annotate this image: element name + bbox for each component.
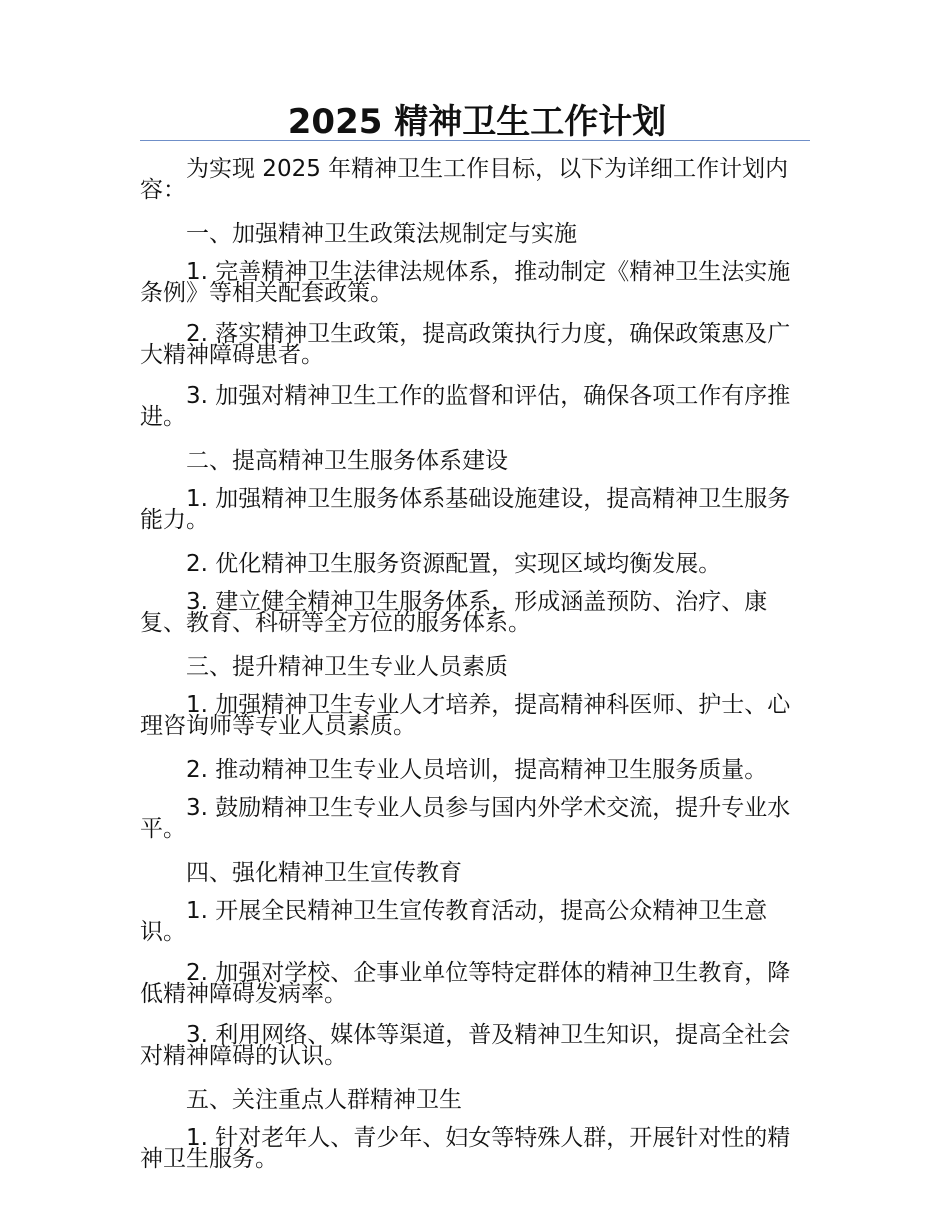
section-1-item-1: 1. 完善精神卫生法律法规体系，推动制定《精神卫生法实施条例》等相关配套政策。 [140, 259, 791, 306]
section-4-item-2: 2. 加强对学校、企事业单位等特定群体的精神卫生教育，降低精神障碍发病率。 [140, 960, 791, 1007]
section-1-item-2: 2. 落实精神卫生政策，提高政策执行力度，确保政策惠及广大精神障碍患者。 [140, 321, 791, 368]
intro-paragraph: 为实现 2025 年精神卫生工作目标，以下为详细工作计划内容： [140, 156, 789, 203]
section-1-item-3: 3. 加强对精神卫生工作的监督和评估，确保各项工作有序推进。 [140, 383, 791, 430]
section-3-item-2: 2. 推动精神卫生专业人员培训，提高精神卫生服务质量。 [186, 757, 768, 783]
section-2-item-3: 3. 建立健全精神卫生服务体系，形成涵盖预防、治疗、康复、教育、科研等全方位的服务体系。 [140, 589, 768, 636]
section-3-item-3: 3. 鼓励精神卫生专业人员参与国内外学术交流，提升专业水平。 [140, 795, 791, 842]
document-title: 2025 精神卫生工作计划 [287, 102, 667, 142]
section-heading-1: 一、加强精神卫生政策法规制定与实施 [186, 221, 577, 247]
section-4-item-3: 3. 利用网络、媒体等渠道，普及精神卫生知识，提高全社会对精神障碍的认识。 [140, 1022, 791, 1069]
section-heading-2: 二、提高精神卫生服务体系建设 [186, 448, 508, 474]
section-5-item-1: 1. 针对老年人、青少年、妇女等特殊人群，开展针对性的精神卫生服务。 [140, 1125, 791, 1172]
document-page [140, 100, 810, 1190]
section-2-item-1: 1. 加强精神卫生服务体系基础设施建设，提高精神卫生服务能力。 [140, 486, 791, 533]
document-body [140, 156, 810, 1172]
section-heading-4: 四、强化精神卫生宣传教育 [186, 860, 462, 886]
section-heading-5: 五、关注重点人群精神卫生 [186, 1087, 462, 1113]
section-4-item-1: 1. 开展全民精神卫生宣传教育活动，提高公众精神卫生意识。 [140, 898, 768, 945]
section-2-item-2: 2. 优化精神卫生服务资源配置，实现区域均衡发展。 [186, 551, 722, 577]
section-3-item-1: 1. 加强精神卫生专业人才培养，提高精神科医师、护士、心理咨询师等专业人员素质。 [140, 692, 791, 739]
section-heading-3: 三、提升精神卫生专业人员素质 [186, 654, 508, 680]
